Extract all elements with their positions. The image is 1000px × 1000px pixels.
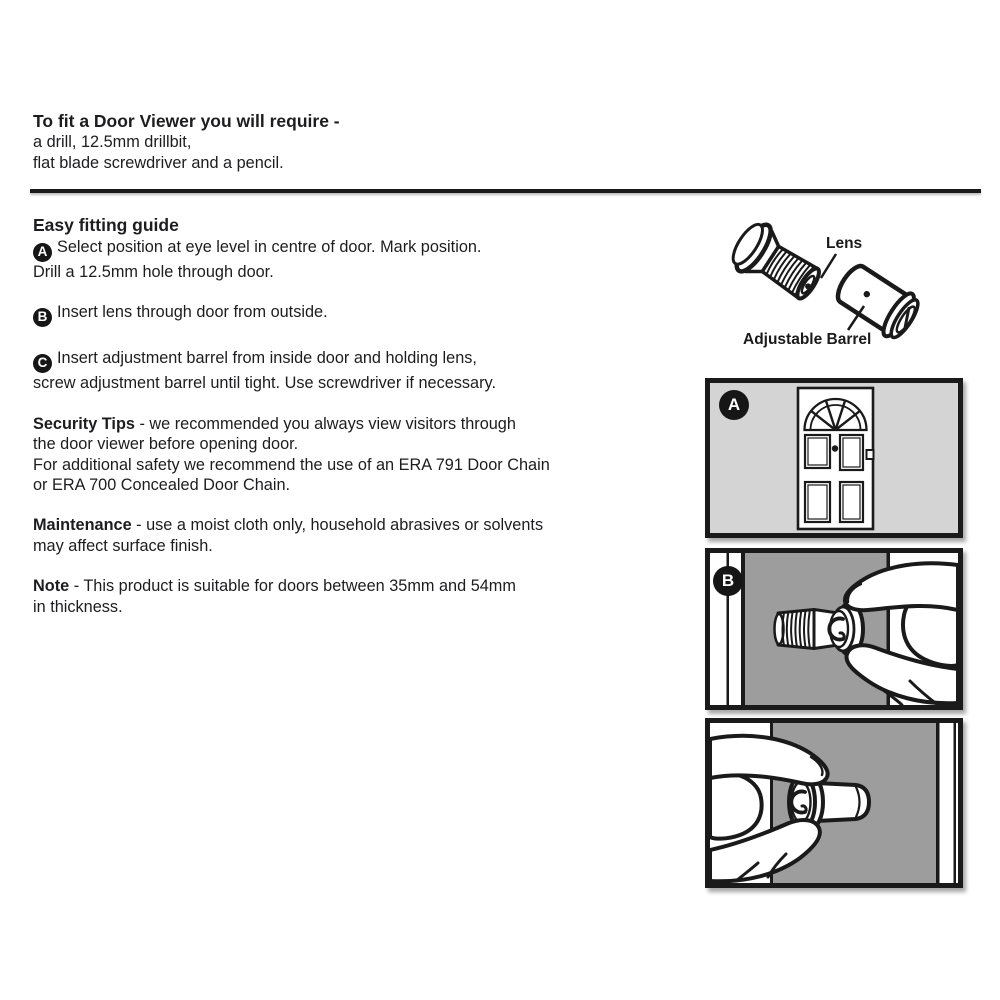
step-c — [33, 348, 688, 393]
lens-leader-line — [821, 254, 836, 278]
step-c-line-1: Insert adjustment barrel from inside door and holding lens, — [57, 349, 477, 368]
requirements-list — [33, 132, 673, 173]
security-line-1: - we recommended you always view visitors through — [134, 414, 516, 433]
panel-a-mark-position — [705, 378, 963, 538]
viewer-position-dot — [832, 445, 838, 451]
requirements-title: To fit a Door Viewer you will require - — [33, 111, 340, 131]
security-line-3: For additional safety we recommend the use of an ERA 791 Door Chain — [33, 455, 550, 474]
security-tips-label: Security Tips — [33, 414, 135, 433]
requirements-line-2: flat blade screwdriver and a pencil. — [33, 153, 284, 172]
fitting-guide-section — [33, 214, 688, 617]
requirements-line-1: a drill, 12.5mm drillbit, — [33, 133, 192, 151]
parts-diagram — [695, 222, 965, 370]
step-a-line-2: Drill a 12.5mm hole through door. — [33, 262, 274, 281]
note-label: Note — [33, 577, 70, 596]
step-a-line-1: Select position at eye level in centre of door. Mark position. — [57, 238, 482, 256]
door-handle — [867, 450, 874, 459]
guide-heading: Easy fitting guide — [33, 215, 179, 235]
insert-barrel-illustration — [710, 723, 958, 883]
panel-b-badge: B — [713, 566, 743, 596]
note-line-2: in thickness. — [33, 597, 123, 616]
panel-a-badge: A — [719, 390, 749, 420]
note-line-1: - This product is suitable for doors between 35mm and 54mm — [69, 577, 516, 596]
step-c-line-2: screw adjustment barrel until tight. Use screwdriver if necessary. — [33, 373, 496, 392]
panel-b-insert-lens — [705, 548, 963, 710]
maintenance-label: Maintenance — [33, 515, 132, 534]
security-tips — [33, 414, 688, 496]
maintenance-line-1: - use a moist cloth only, household abrasives or solvents — [131, 515, 544, 534]
step-b-line-1: Insert lens through door from outside. — [57, 303, 328, 322]
step-c-badge: C — [33, 354, 52, 373]
section-divider — [30, 189, 981, 193]
note — [33, 576, 688, 617]
lens-label: Lens — [826, 235, 863, 252]
requirements-section — [33, 110, 673, 173]
step-b — [33, 302, 688, 327]
maintenance — [33, 515, 688, 556]
step-b-badge: B — [33, 308, 52, 327]
maintenance-line-2: may affect surface finish. — [33, 536, 213, 555]
security-line-2: the door viewer before opening door. — [33, 435, 299, 454]
security-line-4: or ERA 700 Concealed Door Chain. — [33, 476, 291, 495]
step-a — [33, 237, 688, 282]
step-a-badge: A — [33, 243, 52, 262]
insert-lens-illustration — [710, 553, 958, 705]
adjustable-barrel-label: Adjustable Barrel — [743, 331, 872, 348]
panel-c-insert-barrel — [705, 718, 963, 888]
